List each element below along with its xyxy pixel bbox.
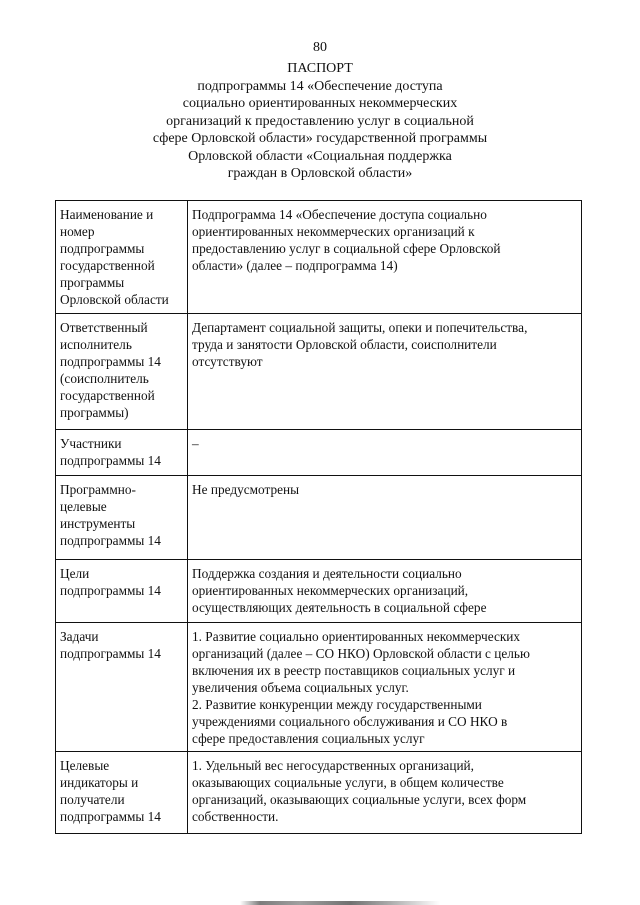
row-label-line: Программно- bbox=[60, 482, 136, 497]
row-label-cell bbox=[56, 560, 188, 623]
row-label-line: подпрограммы 14 bbox=[60, 809, 161, 824]
document-subtitle-line: организаций к предоставлению услуг в социальной bbox=[166, 113, 474, 129]
row-value-line: организаций, оказывающих социальные услуги, всех форм bbox=[192, 792, 527, 807]
row-value-line: увеличения объема социальных услуг. bbox=[192, 680, 409, 695]
row-value-line: 1. Удельный вес негосударственных организаций, bbox=[192, 758, 474, 773]
table-row bbox=[56, 476, 582, 560]
row-value-line: Поддержка создания и деятельности социально bbox=[192, 566, 462, 581]
row-value-cell bbox=[188, 752, 582, 834]
row-value-line: – bbox=[192, 436, 199, 451]
row-value-line: труда и занятости Орловской области, соисполнители bbox=[192, 337, 497, 352]
row-label-line: Целевые bbox=[60, 758, 110, 773]
document-heading bbox=[0, 60, 640, 183]
row-value-line: ориентированных некоммерческих организаций, bbox=[192, 583, 469, 598]
row-value-line: 1. Развитие социально ориентированных некоммерческих bbox=[192, 629, 521, 644]
row-label-cell bbox=[56, 623, 188, 752]
row-value-line: оказывающих социальные услуги, в общем количестве bbox=[192, 775, 504, 790]
row-label-line: индикаторы и bbox=[60, 775, 139, 790]
row-label-line: государственной bbox=[60, 388, 155, 403]
document-title: ПАСПОРТ bbox=[287, 61, 353, 76]
row-label-line: подпрограммы 14 bbox=[60, 354, 161, 369]
row-label-cell bbox=[56, 752, 188, 834]
row-value-line: области» (далее – подпрограмма 14) bbox=[192, 258, 398, 273]
row-value-line: отсутствуют bbox=[192, 354, 263, 369]
document-subtitle-line: подпрограммы 14 «Обеспечение доступа bbox=[197, 78, 443, 94]
row-label-line: инструменты bbox=[60, 516, 136, 531]
row-label-line: (соисполнитель bbox=[60, 371, 149, 386]
row-label-line: получатели bbox=[60, 792, 125, 807]
row-label-line: исполнитель bbox=[60, 337, 132, 352]
row-value-cell bbox=[188, 476, 582, 560]
passport-table bbox=[55, 200, 582, 834]
row-label-cell bbox=[56, 201, 188, 314]
row-value-cell bbox=[188, 560, 582, 623]
row-value-line: 2. Развитие конкуренции между государственными bbox=[192, 697, 482, 712]
row-value-cell bbox=[188, 314, 582, 430]
row-value-cell bbox=[188, 201, 582, 314]
row-label-line: номер bbox=[60, 224, 95, 239]
row-value-line: сфере предоставления социальных услуг bbox=[192, 731, 425, 746]
row-label-line: подпрограммы bbox=[60, 241, 145, 256]
passport-table-body bbox=[56, 201, 582, 834]
table-row bbox=[56, 623, 582, 752]
row-label-line: Наименование и bbox=[60, 207, 154, 222]
row-label-line: целевые bbox=[60, 499, 107, 514]
row-label-line: программы bbox=[60, 275, 125, 290]
row-label-line: Цели bbox=[60, 566, 90, 581]
row-label-line: подпрограммы 14 bbox=[60, 533, 161, 548]
row-value-line: собственности. bbox=[192, 809, 279, 824]
row-label-line: Орловской области bbox=[60, 292, 169, 307]
row-label-line: Ответственный bbox=[60, 320, 148, 335]
row-label-line: Задачи bbox=[60, 629, 99, 644]
row-label-line: программы) bbox=[60, 405, 129, 420]
table-row bbox=[56, 560, 582, 623]
row-value-line: включения их в реестр поставщиков социальных услуг и bbox=[192, 663, 516, 678]
row-value-line: Подпрограмма 14 «Обеспечение доступа социально bbox=[192, 207, 487, 222]
table-row bbox=[56, 430, 582, 476]
document-subtitle-line: социально ориентированных некоммерческих bbox=[182, 96, 458, 111]
row-label-cell bbox=[56, 476, 188, 560]
row-value-line: организаций (далее – СО НКО) Орловской области с целью bbox=[192, 646, 530, 661]
row-label-line: государственной bbox=[60, 258, 155, 273]
row-label-line: Участники bbox=[60, 436, 122, 451]
table-row bbox=[56, 314, 582, 430]
row-label-line: подпрограммы 14 bbox=[60, 583, 161, 598]
document-subtitle-line: сфере Орловской области» государственной программы bbox=[152, 131, 488, 146]
row-label-line: подпрограммы 14 bbox=[60, 453, 161, 468]
document-subtitle-line: граждан в Орловской области» bbox=[227, 166, 413, 181]
table-row bbox=[56, 752, 582, 834]
row-value-line: ориентированных некоммерческих организаций к bbox=[192, 224, 475, 239]
row-value-line: Не предусмотрены bbox=[192, 482, 300, 497]
document-subtitle-line: Орловской области «Социальная поддержка bbox=[188, 148, 452, 164]
table-row bbox=[56, 201, 582, 314]
row-label-cell bbox=[56, 430, 188, 476]
row-value-line: предоставлению услуг в социальной сфере Орловской bbox=[192, 241, 501, 256]
row-value-cell bbox=[188, 430, 582, 476]
row-value-line: осуществляющих деятельность в социальной сфере bbox=[192, 600, 487, 615]
row-value-line: Департамент социальной защиты, опеки и попечительства, bbox=[192, 320, 528, 335]
row-label-line: подпрограммы 14 bbox=[60, 646, 161, 661]
scan-edge-artifact bbox=[240, 901, 440, 905]
row-label-cell bbox=[56, 314, 188, 430]
row-value-cell bbox=[188, 623, 582, 752]
row-value-line: учреждениями социального обслуживания и СО НКО в bbox=[192, 714, 508, 729]
page-number: 80 bbox=[313, 40, 327, 55]
